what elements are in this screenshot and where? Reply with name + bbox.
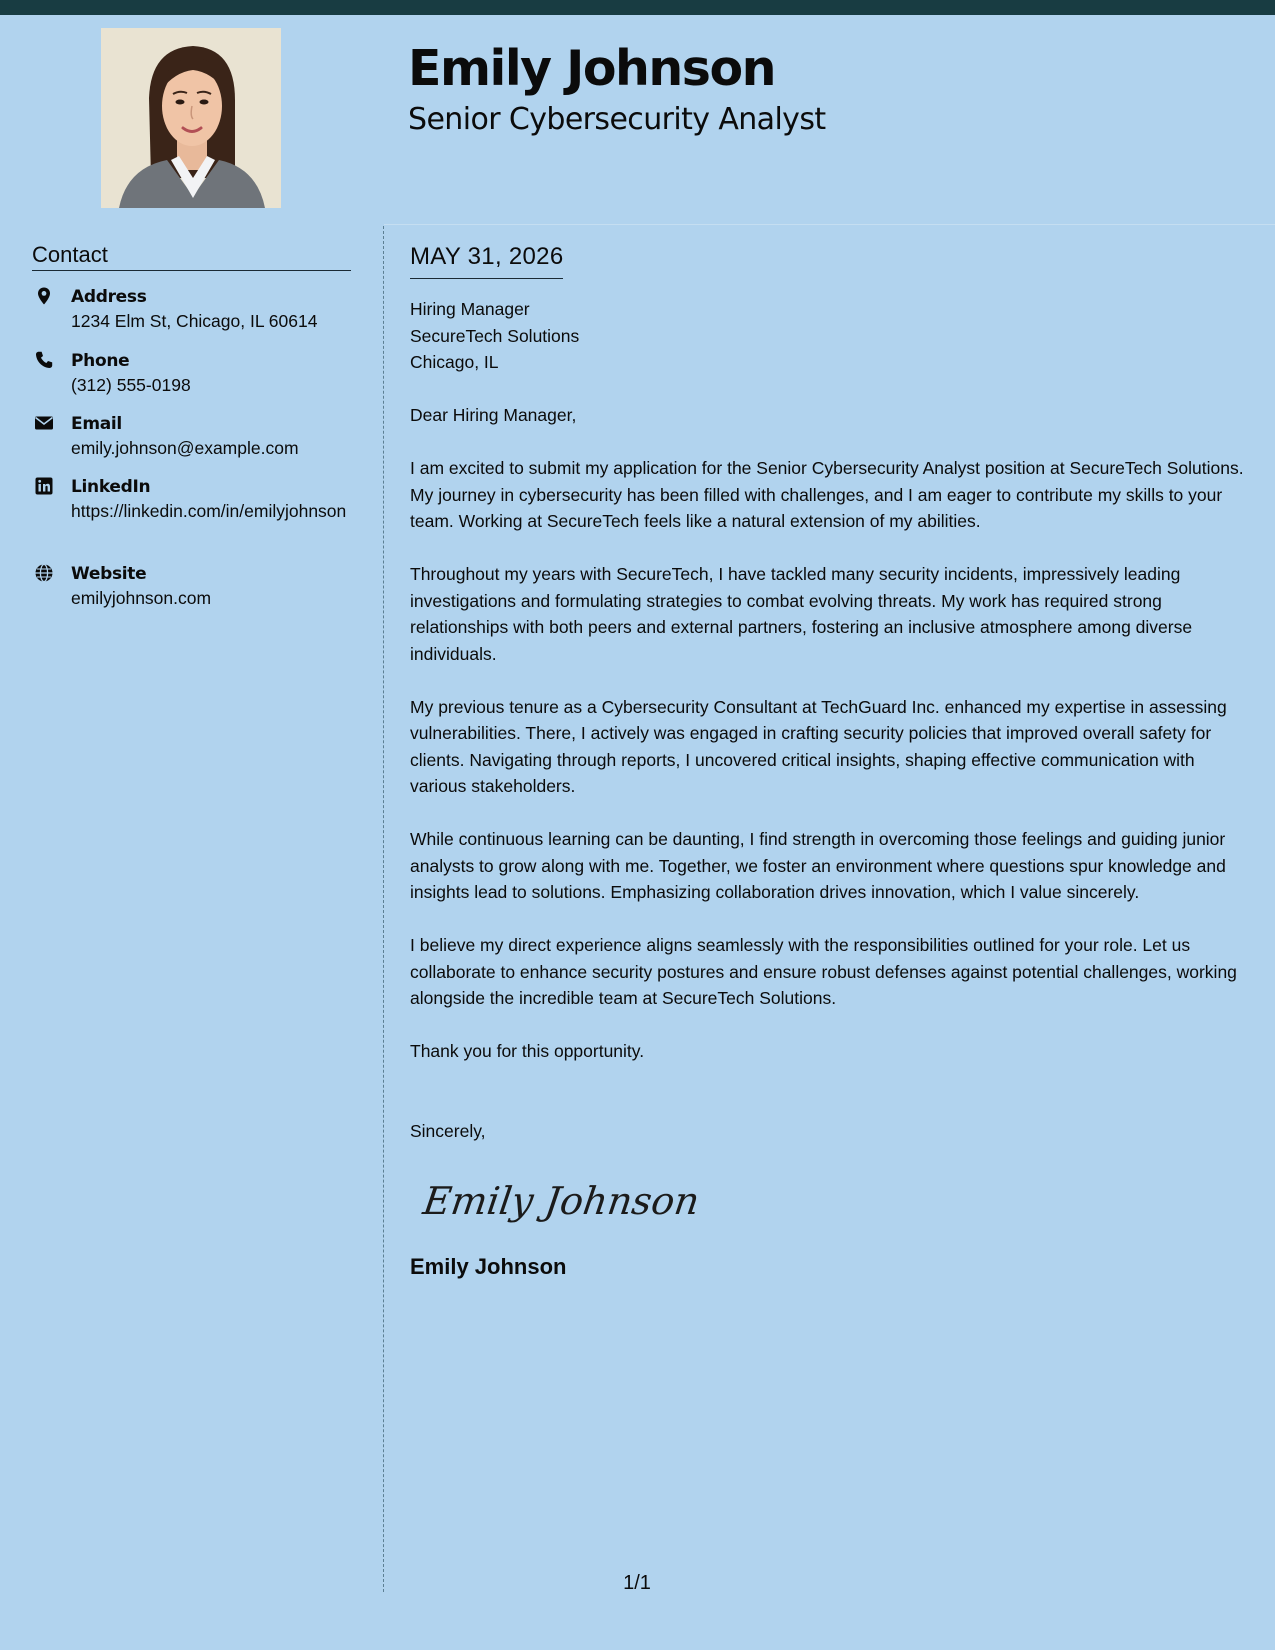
letter-date: MAY 31, 2026 bbox=[410, 240, 563, 279]
letter-paragraph: I am excited to submit my application for the Senior Cybersecurity Analyst position at SecureTech Solutions. My journey in cybersecurity has been filled with challenges, and I am eager to contribute my skills to your team. Working at SecureTech feels like a natural extension of my abilities. bbox=[410, 458, 1244, 531]
contact-label: Address bbox=[71, 287, 147, 307]
contact-heading: Contact bbox=[32, 240, 351, 271]
closing: Sincerely, bbox=[410, 1120, 486, 1141]
page-number: 1/1 bbox=[623, 1572, 651, 1594]
contact-value[interactable]: emily.johnson@example.com bbox=[71, 438, 299, 458]
phone-icon bbox=[34, 350, 54, 370]
applicant-name: Emily Johnson bbox=[408, 40, 775, 97]
recipient-line: Hiring Manager bbox=[410, 299, 530, 319]
map-pin-icon bbox=[34, 286, 54, 306]
contact-label: Website bbox=[71, 564, 147, 584]
contact-label: Email bbox=[71, 414, 122, 434]
recipient-line: Chicago, IL bbox=[410, 352, 499, 372]
contact-value[interactable]: emilyjohnson.com bbox=[71, 588, 212, 608]
recipient-block bbox=[410, 296, 1250, 376]
column-divider bbox=[383, 226, 384, 1592]
contact-label: Phone bbox=[71, 351, 130, 371]
recipient-line: SecureTech Solutions bbox=[410, 325, 580, 346]
profile-photo bbox=[101, 28, 281, 208]
linkedin-icon bbox=[34, 476, 54, 496]
contact-label: LinkedIn bbox=[71, 477, 151, 497]
svg-text:Emily Johnson: Emily Johnson bbox=[420, 1180, 703, 1224]
applicant-title: Senior Cybersecurity Analyst bbox=[408, 102, 826, 137]
letter-paragraph: I believe my direct experience aligns seamlessly with the responsibilities outlined for your role. Let us collaborate to enhance security postures and ensure robust defenses against potential challenges, working alongside the incredible team at SecureTech Solutions. bbox=[410, 935, 1237, 1008]
top-accent-bar bbox=[0, 0, 1275, 15]
contact-value: 1234 Elm St, Chicago, IL 60614 bbox=[71, 311, 318, 331]
letter-paragraph: My previous tenure as a Cybersecurity Consultant at TechGuard Inc. enhanced my expertise in assessing vulnerabilities. There, I actively was engaged in crafting security policies that improved overall safety for clients. Navigating through reports, I uncovered critical insights, shaping effective communication with various stakeholders. bbox=[410, 696, 1227, 796]
envelope-icon bbox=[34, 413, 54, 433]
letter-paragraph: Thank you for this opportunity. bbox=[410, 1041, 645, 1061]
salutation: Dear Hiring Manager, bbox=[410, 405, 577, 425]
letter-paragraph: Throughout my years with SecureTech, I have tackled many security incidents, impressively leading investigations and formulating strategies to combat evolving threats. My work has required strong relationships with both peers and external partners, fostering an inclusive atmosphere among diverse individuals. bbox=[410, 564, 1193, 664]
letter-body bbox=[410, 240, 1250, 1282]
globe-icon bbox=[34, 563, 54, 583]
header-divider bbox=[384, 224, 1275, 225]
contact-value[interactable]: https://linkedin.com/in/emilyjohnson bbox=[71, 501, 347, 521]
handwritten-signature bbox=[420, 1170, 1250, 1232]
contact-value: (312) 555-0198 bbox=[71, 375, 191, 395]
signed-name: Emily Johnson bbox=[410, 1254, 567, 1279]
letter-paragraph: While continuous learning can be daunting, I find strength in overcoming those feelings and guiding junior analysts to grow along with me. Together, we foster an environment where questions spur knowledge and insights lead to solutions. Emphasizing collaboration drives innovation, which I value sincerely. bbox=[410, 829, 1226, 902]
